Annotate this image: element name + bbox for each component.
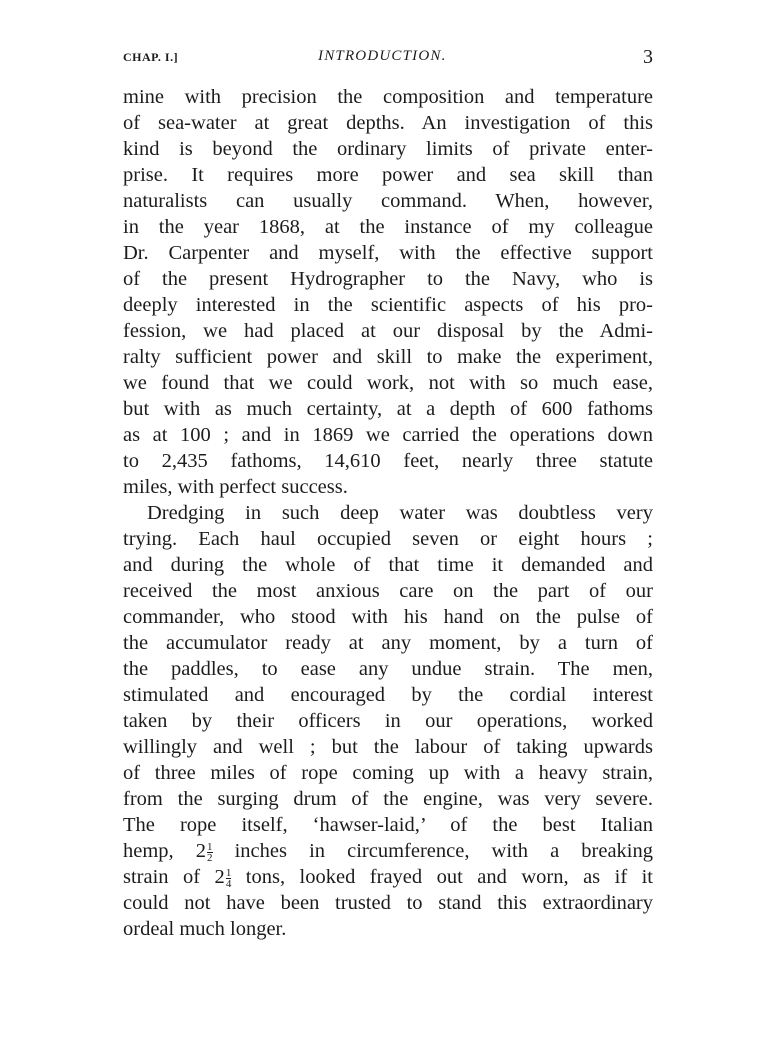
fraction-numerator: 1 [207,840,213,853]
running-head [123,46,653,74]
text-line: of three miles of rope coming up with a heavy strain, [123,762,653,784]
fraction-denominator: 2 [207,851,213,864]
text-segment: tons, looked frayed out and worn, as if it [231,866,653,888]
text-segment: hemp, 2 [123,840,207,862]
text-line: we found that we could work, not with so much ease, [123,372,653,394]
text-line: willingly and well ; but the labour of taking upwards [123,736,653,758]
text-line: to 2,435 fathoms, 14,610 feet, nearly three statute [123,450,653,472]
text-line: from the surging drum of the engine, was very severe. [123,788,653,810]
text-line: fession, we had placed at our disposal by the Admi- [123,320,653,342]
text-line: prise. It requires more power and sea skill than [123,164,653,186]
text-line: in the year 1868, at the instance of my colleague [123,216,653,238]
text-line: kind is beyond the ordinary limits of private enter- [123,138,653,160]
text-line: The rope itself, ‘hawser-laid,’ of the best Italian [123,814,653,836]
text-line-with-fraction [123,864,653,890]
page-number: 3 [643,46,653,68]
text-line: commander, who stood with his hand on the pulse of [123,606,653,628]
text-line: as at 100 ; and in 1869 we carried the operations down [123,424,653,446]
text-line: the accumulator ready at any moment, by a turn of [123,632,653,654]
text-line: the paddles, to ease any undue strain. The men, [123,658,653,680]
text-line-with-fraction [123,838,653,864]
text-line: but with as much certainty, at a depth of 600 fathoms [123,398,653,420]
fraction-denominator: 4 [225,877,232,890]
text-line: mine with precision the composition and temperature [123,86,653,108]
text-line: received the most anxious care on the part of our [123,580,653,602]
text-line: of the present Hydrographer to the Navy, who is [123,268,653,290]
text-line: deeply interested in the scientific aspects of his pro- [123,294,653,316]
text-line: taken by their officers in our operations, worked [123,710,653,732]
text-line: ordeal much longer. [123,918,287,940]
text-segment: inches in circumference, with a breaking [212,840,653,862]
text-line: and during the whole of that time it demanded and [123,554,653,576]
text-line: could not have been trusted to stand this extraordinary [123,892,653,914]
body-text [123,84,653,942]
text-line: stimulated and encouraged by the cordial interest [123,684,653,706]
text-line: Dredging in such deep water was doubtless very [147,502,653,524]
running-title: INTRODUCTION. [318,48,447,64]
text-line: Dr. Carpenter and myself, with the effective support [123,242,653,264]
text-line: trying. Each haul occupied seven or eight hours ; [123,528,653,550]
text-line: naturalists can usually command. When, however, [123,190,653,212]
text-line: miles, with perfect success. [123,476,348,498]
text-line: ralty sufficient power and skill to make the experiment, [123,346,653,368]
chapter-label: CHAP. I.] [123,50,179,64]
text-line: of sea-water at great depths. An investigation of this [123,112,653,134]
fraction-numerator: 1 [225,866,232,879]
text-segment: strain of 2 [123,866,225,888]
